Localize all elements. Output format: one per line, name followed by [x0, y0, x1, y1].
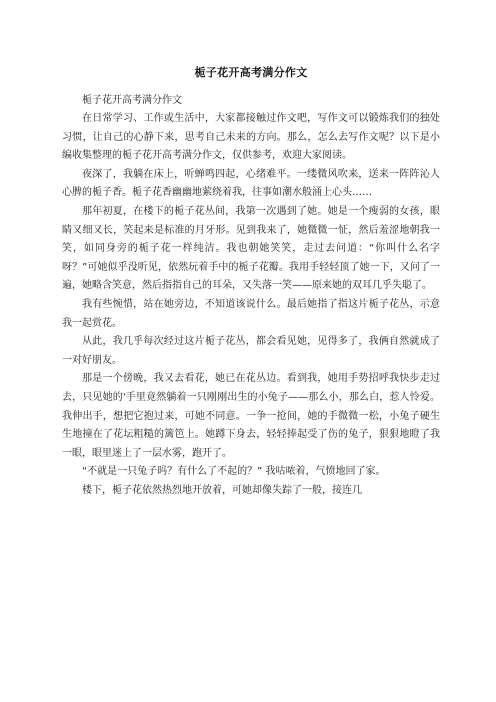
paragraph-intro: 在日常学习、工作或生活中，大家都接触过作文吧，写作文可以锻炼我们的独处习惯，让自己的心静下来，思考自己未来的方向。那么，怎么去写作文呢？以下是小编收集整理的栀子花开高考满分作文，仅供参考，欢迎大家阅读。: [62, 113, 440, 162]
paragraph-subtitle: 栀子花开高考满分作文: [82, 95, 182, 106]
paragraph: 我有些惋惜，站在她旁边，不知道该说什么。最后她指了指这片栀子花丛，示意我一起赏花。: [62, 298, 440, 329]
paragraph: 那是一个傍晚，我又去看花，她已在花丛边。看到我，她用手势招呼我快步走过去，只见她的'手里竟然躺着一只刚刚出生的小兔子——那么小，那么白，惹人怜爱。我伸出手，想把它抱过来，可她不同意。一争一抢间，她的手微微一松，小兔子硬生生地撞在了花坛粗糙的篱笆上。她蹲下身去，轻轻捧起受了伤的兔子，狠狠地瞪了我一眼，眼里迷上了一层水雾，跑开了。: [62, 373, 440, 459]
document-title: 栀子花开高考满分作文: [194, 66, 308, 79]
paragraph: “不就是一只兔子吗？有什么了不起的？” 我咕哝着，气愤地回了家。: [82, 466, 386, 478]
paragraph: 那年初夏，在楼下的栀子花丛间，我第一次遇到了她。她是一个瘦弱的女孩，眼睛又细又长，笑起来是标准的月牙形。见到我来了，她微微一怔，然后羞涩地朝我一笑，如同身旁的栀子花一样纯洁。我也朝她笑笑，走过去问道：“你叫什么名字呀？”可她似乎没听见，依然玩着手中的栀子花瓣。我用手轻轻顶了她一下，又问了一遍，她略含笑意，然后指指自己的耳朵，又失落一笑——原来她的双耳几乎失聪了。: [62, 205, 440, 292]
paragraph: 从此，我几乎每次经过这片栀子花丛，都会看见她，见得多了，我俩自然就成了一对好朋友。: [62, 336, 440, 366]
paragraph: 夜深了，我躺在床上，听蝉鸣四起，心绪难平。一缕微风吹来，送来一阵阵沁人心脾的栀子香。栀子花香幽幽地萦绕着我，往事如潮水般涌上心头……: [62, 168, 440, 199]
paragraph: 楼下，栀子花依然热烈地开放着，可她却像失踪了一般，接连几: [82, 484, 362, 496]
